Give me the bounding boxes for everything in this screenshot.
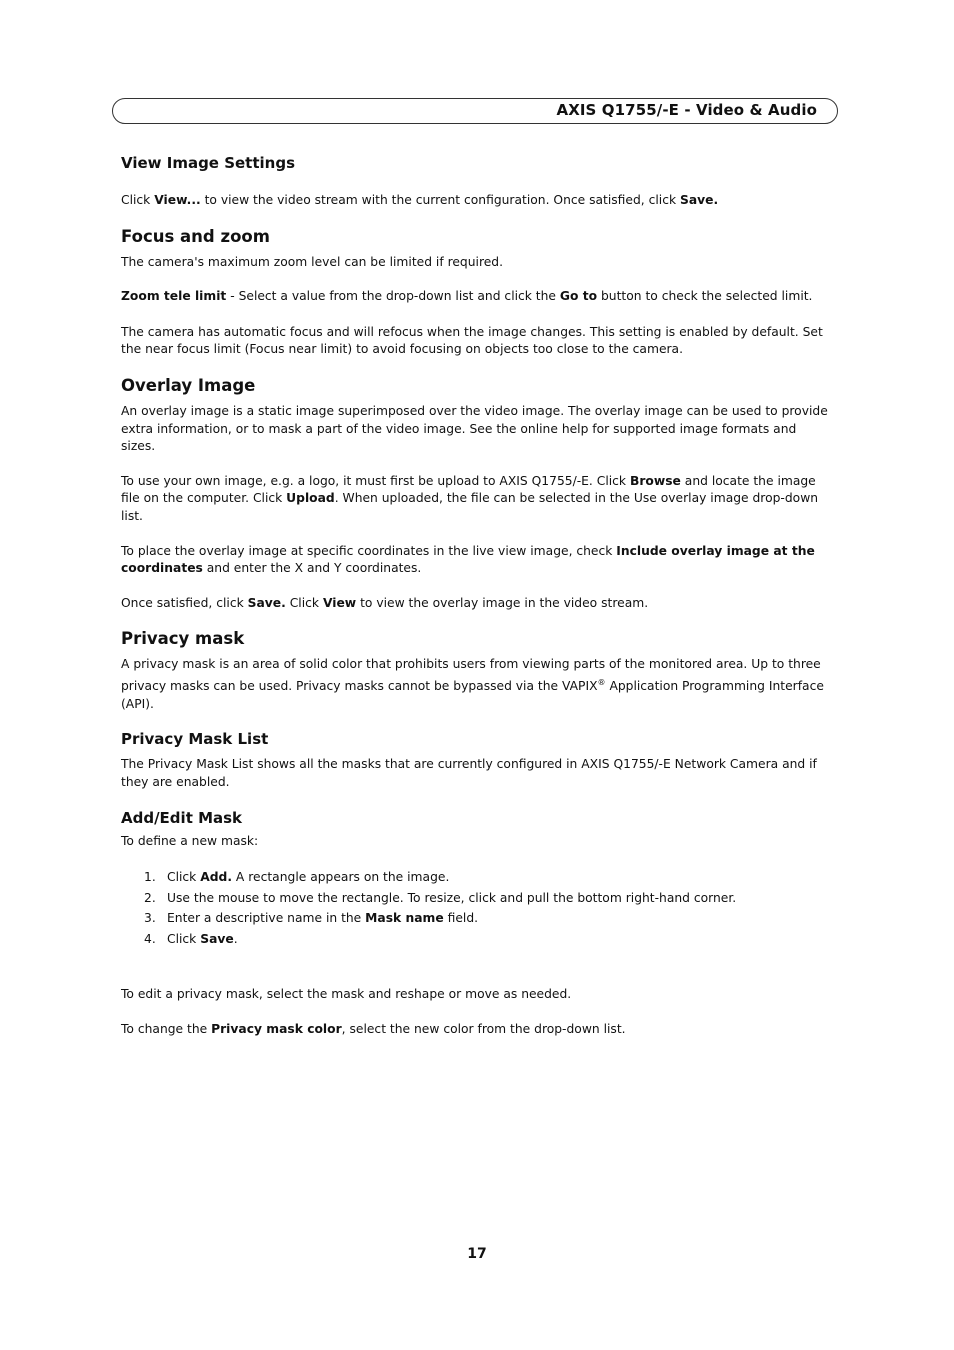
list-item: 3. Enter a descriptive name in the Mask name field. <box>144 911 479 926</box>
heading-view-image-settings: View Image Settings <box>121 154 296 172</box>
heading-privacy-mask-list: Privacy Mask List <box>121 730 269 749</box>
paragraph-overlay-4: Once satisfied, click Save. Click View to view the overlay image in the video stream. <box>121 595 649 610</box>
paragraph-edit-mask: To edit a privacy mask, select the mask and reshape or move as needed. <box>121 987 572 1002</box>
paragraph-mask-color: To change the Privacy mask color, select the new color from the drop-down list. <box>121 1021 626 1036</box>
list-item: 2. Use the mouse to move the rectangle. To resize, click and pull the bottom right-hand corner. <box>144 890 737 905</box>
paragraph-mask-list: The Privacy Mask List shows all the masks that are currently configured in AXIS Q1755/-E Network Camera and if they are enabled. <box>121 757 817 789</box>
paragraph-focus-3: The camera has automatic focus and will refocus when the image changes. This setting is enabled by default. Set the near focus limit (Focus near limit) to avoid focusing on objects too close to the camera. <box>121 324 823 357</box>
paragraph-overlay-2: To use your own image, e.g. a logo, it must first be upload to AXIS Q1755/-E. Click Browse and locate the image file on the computer. Click Upload. When uploaded, the file can be selected in the Use overlay image drop-down list. <box>121 473 819 523</box>
paragraph-zoom-tele-limit: Zoom tele limit - Select a value from the drop-down list and click the Go to button to check the selected limit. <box>121 289 813 304</box>
paragraph-overlay-3: To place the overlay image at specific coordinates in the live view image, check Include overlay image at the coordinates and enter the X and Y coordinates. <box>121 543 815 576</box>
paragraph-focus-1: The camera's maximum zoom level can be limited if required. <box>121 254 504 269</box>
heading-focus-and-zoom: Focus and zoom <box>121 226 270 246</box>
heading-privacy-mask: Privacy mask <box>121 629 245 649</box>
paragraph-view-image: Click View... to view the video stream with the current configuration. Once satisfied, click Save. <box>121 193 719 207</box>
header-title: AXIS Q1755/-E - Video & Audio <box>556 101 817 119</box>
paragraph-add-intro: To define a new mask: <box>121 834 259 849</box>
list-item: 1. Click Add. A rectangle appears on the image. <box>144 869 450 884</box>
paragraph-overlay-1: An overlay image is a static image superimposed over the video image. The overlay image can be used to provide extra information, or to mask a part of the video image. See the online help for supported image formats and sizes. <box>121 403 828 454</box>
page-number: 17 <box>467 1246 487 1262</box>
list-item: 4. Click Save. <box>144 931 238 946</box>
header-bar <box>112 98 838 124</box>
heading-add-edit-mask: Add/Edit Mask <box>121 809 243 828</box>
paragraph-privacy-1: A privacy mask is an area of solid color that prohibits users from viewing parts of the monitored area. Up to three privacy masks can be used. Privacy masks cannot be bypassed via the VAPIX® Application Programming Interface (API). <box>121 657 824 711</box>
page-content <box>121 150 833 1039</box>
heading-overlay-image: Overlay Image <box>121 375 256 395</box>
